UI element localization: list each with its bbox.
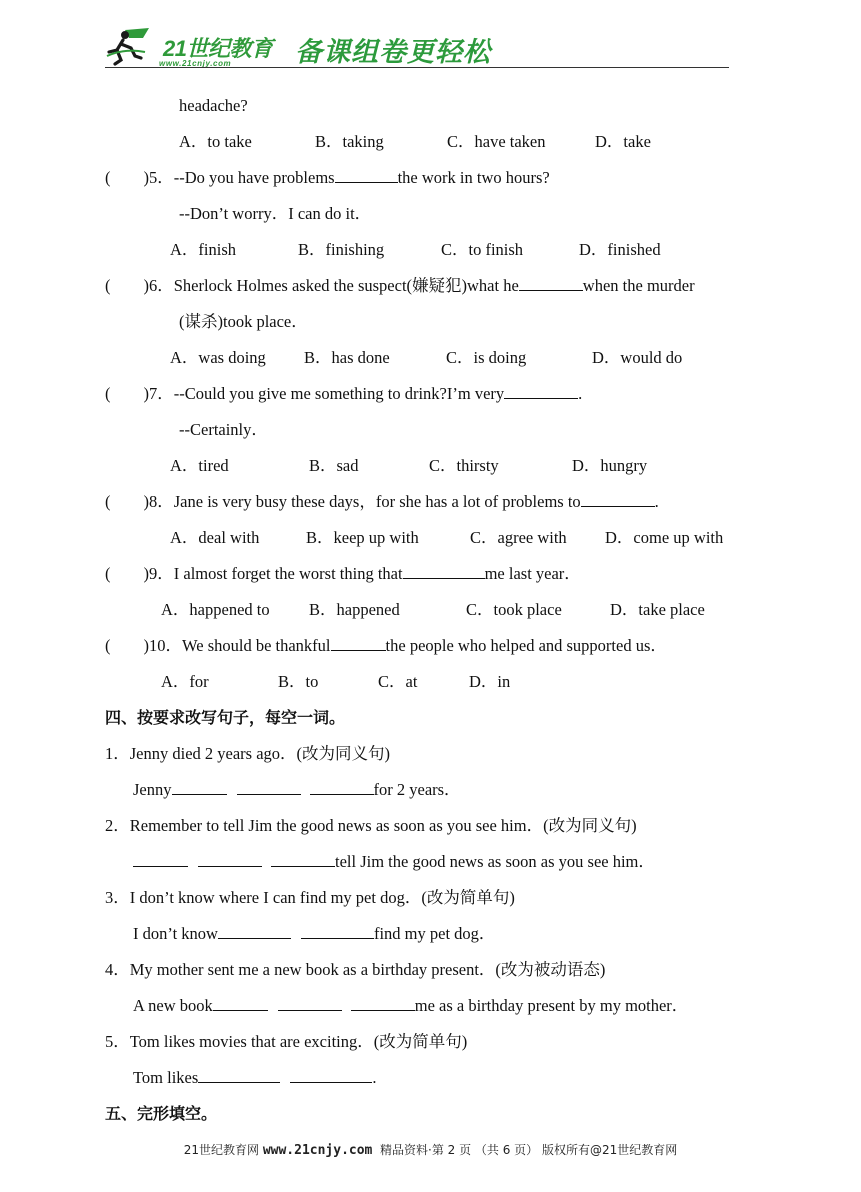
question-text: the work in two hours? xyxy=(397,168,550,187)
option-d: D．in xyxy=(469,672,511,691)
question-8 xyxy=(105,492,659,512)
answer-blank[interactable] xyxy=(133,852,188,867)
answer-paren: ( )10． xyxy=(105,636,182,655)
logo-text: 21世纪教育 xyxy=(163,36,273,61)
answer-prefix: A new book xyxy=(133,996,213,1015)
answer-blank[interactable] xyxy=(271,852,335,867)
option-b: B．sad xyxy=(309,456,359,475)
rewrite-answer-5 xyxy=(133,1068,376,1088)
answer-blank[interactable] xyxy=(301,924,374,939)
question-text: me last year． xyxy=(484,564,581,583)
option-b: B．happened xyxy=(309,600,400,619)
runner-logo-icon xyxy=(105,26,155,66)
option-b: B．has done xyxy=(304,348,390,367)
answer-blank[interactable] xyxy=(504,384,578,399)
rewrite-answer-3 xyxy=(133,924,495,944)
answer-paren: ( )9． xyxy=(105,564,174,583)
question-text-cont: (谋杀)took place． xyxy=(179,312,308,331)
answer-suffix: me as a birthday present by my mother． xyxy=(414,996,689,1015)
question-5 xyxy=(105,168,550,188)
answer-suffix: . xyxy=(372,1068,377,1087)
question-text: when the murder xyxy=(582,276,695,295)
question-text: Sherlock Holmes asked the suspect(嫌疑犯)what he xyxy=(173,276,519,295)
logo-url: www.21cnjy.com xyxy=(159,59,232,68)
question-stem-tail: headache? xyxy=(179,96,248,115)
option-c: C．took place xyxy=(466,600,562,619)
section-4-title: 四、按要求改写句子，每空一词。 xyxy=(105,708,346,727)
option-b: B．finishing xyxy=(298,240,385,259)
answer-prefix: Tom likes xyxy=(133,1068,199,1087)
option-d: D．hungry xyxy=(572,456,648,475)
question-reply: --Don’t worry．I can do it． xyxy=(179,204,372,223)
item-text: Remember to tell Jim the good news as soon as you see him．(改为同义句) xyxy=(129,816,637,835)
option-a: A．happened to xyxy=(161,600,270,619)
option-d: D．come up with xyxy=(605,528,724,547)
rewrite-answer-2 xyxy=(133,852,655,872)
answer-paren: ( )7． xyxy=(105,384,174,403)
rewrite-item-2 xyxy=(105,816,637,836)
answer-blank[interactable] xyxy=(278,996,342,1011)
option-d: D．finished xyxy=(579,240,661,259)
answer-blank[interactable] xyxy=(403,564,485,579)
section-5-title: 五、完形填空。 xyxy=(105,1104,218,1123)
item-number: 4． xyxy=(105,960,130,979)
option-d: D．take xyxy=(595,132,651,151)
rewrite-item-1 xyxy=(105,744,390,764)
option-c: C．agree with xyxy=(470,528,567,547)
answer-suffix: tell Jim the good news as soon as you see him． xyxy=(335,852,655,871)
answer-paren: ( )8． xyxy=(105,492,174,511)
answer-blank[interactable] xyxy=(290,1068,372,1083)
answer-blank[interactable] xyxy=(213,996,268,1011)
option-d: D．take place xyxy=(610,600,705,619)
rewrite-answer-4 xyxy=(133,996,688,1016)
answer-blank[interactable] xyxy=(310,780,374,795)
option-a: A．to take xyxy=(179,132,252,151)
page-footer xyxy=(0,1141,861,1158)
header-slogan: 备课组卷更轻松 xyxy=(295,37,491,68)
answer-blank[interactable] xyxy=(351,996,415,1011)
answer-blank[interactable] xyxy=(198,1068,280,1083)
answer-blank[interactable] xyxy=(519,276,583,291)
rewrite-item-3 xyxy=(105,888,515,908)
question-9 xyxy=(105,564,581,584)
item-number: 2． xyxy=(105,816,130,835)
option-b: B．to xyxy=(278,672,319,691)
answer-paren: ( )6． xyxy=(105,276,174,295)
question-text: the people who helped and supported us． xyxy=(385,636,667,655)
item-text: Jenny died 2 years ago．(改为同义句) xyxy=(129,744,391,763)
answer-suffix: for 2 years． xyxy=(373,780,461,799)
answer-suffix: find my pet dog． xyxy=(373,924,496,943)
answer-paren: ( )5． xyxy=(105,168,174,187)
answer-blank[interactable] xyxy=(198,852,262,867)
question-text: --Do you have problems xyxy=(173,168,335,187)
question-reply: --Certainly． xyxy=(179,420,268,439)
option-c: C．at xyxy=(378,672,418,691)
option-b: B．keep up with xyxy=(306,528,419,547)
answer-blank[interactable] xyxy=(237,780,301,795)
header-divider xyxy=(105,67,729,68)
question-6 xyxy=(105,276,695,296)
option-a: A．was doing xyxy=(170,348,266,367)
item-text: I don’t know where I can find my pet dog．(改为简单句) xyxy=(129,888,515,907)
question-7 xyxy=(105,384,582,404)
item-text: My mother sent me a new book as a birthday present．(改为被动语态) xyxy=(129,960,606,979)
footer-suffix: 精品资料·第 2 页 （共 6 页） 版权所有@21世纪教育网 xyxy=(372,1143,678,1157)
answer-blank[interactable] xyxy=(172,780,227,795)
option-c: C．is doing xyxy=(446,348,527,367)
question-text: --Could you give me something to drink?I’m very xyxy=(173,384,505,403)
option-d: D．would do xyxy=(592,348,683,367)
option-a: A．for xyxy=(161,672,209,691)
answer-blank[interactable] xyxy=(581,492,655,507)
question-text: We should be thankful xyxy=(182,636,331,655)
option-c: C．thirsty xyxy=(429,456,499,475)
item-number: 1． xyxy=(105,744,130,763)
rewrite-item-4 xyxy=(105,960,605,980)
footer-site-link[interactable]: www.21cnjy.com xyxy=(262,1143,373,1158)
question-text: I almost forget the worst thing that xyxy=(173,564,403,583)
item-text: Tom likes movies that are exciting．(改为简单句) xyxy=(129,1032,468,1051)
page-header xyxy=(105,24,729,70)
rewrite-answer-1 xyxy=(133,780,461,800)
footer-prefix: 21世纪教育网 xyxy=(183,1143,263,1157)
item-number: 3． xyxy=(105,888,130,907)
question-text: Jane is very busy these days，for she has a lot of problems to xyxy=(173,492,581,511)
answer-blank[interactable] xyxy=(331,636,386,651)
answer-blank[interactable] xyxy=(218,924,291,939)
answer-prefix: Jenny xyxy=(133,780,172,799)
question-text: . xyxy=(654,492,659,511)
option-a: A．tired xyxy=(170,456,229,475)
question-10 xyxy=(105,636,667,656)
option-a: A．finish xyxy=(170,240,236,259)
rewrite-item-5 xyxy=(105,1032,467,1052)
answer-blank[interactable] xyxy=(335,168,398,183)
option-c: C．to finish xyxy=(441,240,524,259)
option-c: C．have taken xyxy=(447,132,546,151)
question-text: . xyxy=(578,384,583,403)
option-b: B．taking xyxy=(315,132,384,151)
item-number: 5． xyxy=(105,1032,130,1051)
answer-prefix: I don’t know xyxy=(133,924,218,943)
option-a: A．deal with xyxy=(170,528,260,547)
